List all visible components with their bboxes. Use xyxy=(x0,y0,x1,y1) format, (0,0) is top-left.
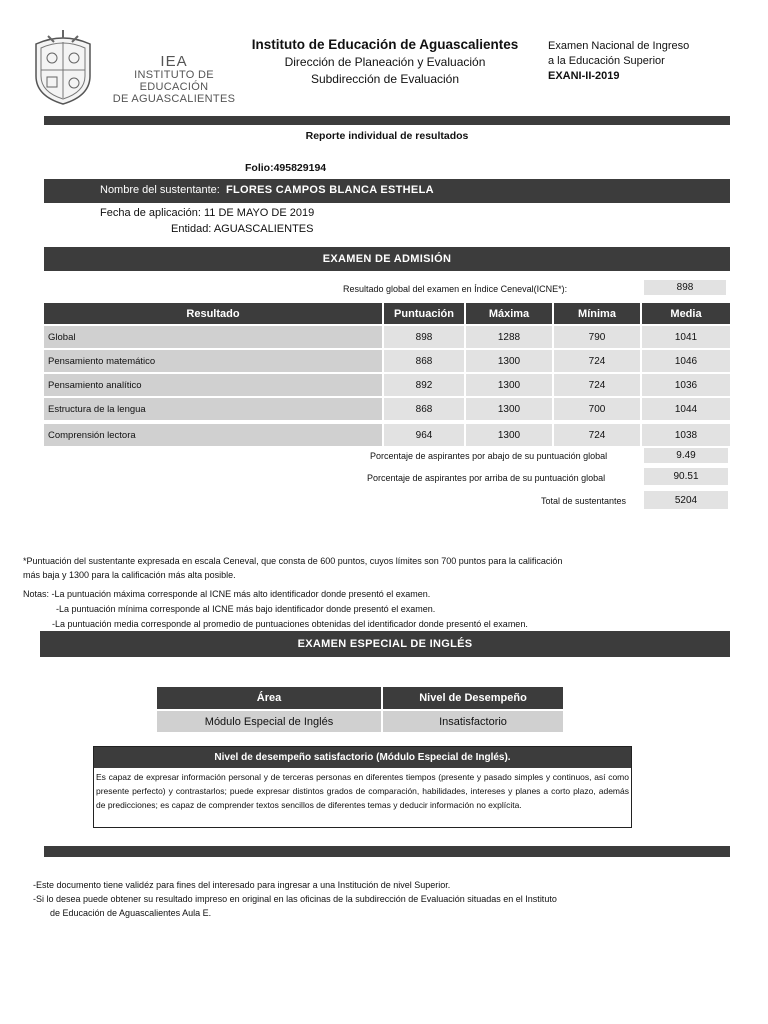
below-value: 9.49 xyxy=(644,448,728,463)
exam-code: EXANI-II-2019 xyxy=(548,70,620,82)
table-cell-score: 868 xyxy=(384,398,464,420)
global-label: Resultado global del examen en Índice Ceneval(ICNE*): xyxy=(343,284,568,294)
institution-name: Instituto de Educación de Aguascalientes xyxy=(251,37,519,52)
total-label: Total de sustentantes xyxy=(541,496,627,506)
total-value: 5204 xyxy=(644,491,728,509)
top-divider xyxy=(44,116,730,125)
table-cell-min: 724 xyxy=(554,424,640,446)
table-cell-score: 868 xyxy=(384,350,464,372)
col-resultado: Resultado xyxy=(44,303,382,324)
col-media: Media xyxy=(642,303,730,324)
table-cell-min: 700 xyxy=(554,398,640,420)
state-seal-icon xyxy=(28,30,98,106)
logo-short: IEA xyxy=(160,53,188,70)
above-label: Porcentaje de aspirantes por arriba de su puntuación global xyxy=(367,473,606,483)
note-1: Notas: -La puntuación máxima corresponde al ICNE más alto identificador donde presentó el examen. xyxy=(23,589,431,599)
note-3: -La puntuación media corresponde al promedio de puntuaciones obtenidas del identificador donde presentó el examen. xyxy=(52,619,528,629)
table-cell-min: 724 xyxy=(554,350,640,372)
col-area: Área xyxy=(157,687,381,709)
above-value: 90.51 xyxy=(644,468,728,485)
subdirection-name: Subdirección de Evaluación xyxy=(310,72,460,86)
direction-name: Dirección de Planeación y Evaluación xyxy=(284,55,486,69)
name-label: Nombre del sustentante: xyxy=(100,184,220,196)
table-cell-score: 892 xyxy=(384,374,464,396)
bottom-divider xyxy=(44,846,730,857)
logo-line1: INSTITUTO DE EDUCACIÓN xyxy=(134,69,214,93)
description-text: Es capaz de expresar información personal y de terceras personas en diferentes tiempos (presente y pasado simples y continuos, así como presente perfecto) y contrastarlos; puede expresar distintos grados de comparación, habilidades, intereses y planes a corto plazo, además de predicciones; es capaz de comprender textos sencillos de diferentes temas y deducir información no explícita. xyxy=(96,772,629,810)
table-cell-mean: 1036 xyxy=(642,374,730,396)
folio: Folio:495829194 xyxy=(245,162,327,174)
col-puntuacion: Puntuación xyxy=(384,303,464,324)
table-cell-max: 1300 xyxy=(466,424,552,446)
footer-line-3: de Educación de Aguascalientes Aula E. xyxy=(50,908,212,918)
col-level: Nivel de Desempeño xyxy=(383,687,563,709)
exam-line2: a la Educación Superior xyxy=(548,55,665,67)
entity-label: Entidad: xyxy=(171,223,212,235)
table-row-label: Pensamiento analítico xyxy=(44,374,382,396)
area-value: Módulo Especial de Inglés xyxy=(157,711,381,732)
table-row-label: Global xyxy=(44,326,382,348)
table-cell-min: 790 xyxy=(554,326,640,348)
below-label: Porcentaje de aspirantes por abajo de su puntuación global xyxy=(370,451,608,461)
description-title: Nivel de desempeño satisfactorio (Módulo Especial de Inglés). xyxy=(94,747,631,768)
table-row-label: Pensamiento matemático xyxy=(44,350,382,372)
english-title: EXAMEN ESPECIAL DE INGLÉS xyxy=(40,631,730,657)
global-value: 898 xyxy=(644,280,726,295)
table-row-label: Estructura de la lengua xyxy=(44,398,382,420)
entity-value: AGUASCALIENTES xyxy=(213,223,314,235)
table-cell-score: 964 xyxy=(384,424,464,446)
table-cell-max: 1288 xyxy=(466,326,552,348)
date-label: Fecha de aplicación: xyxy=(100,207,201,219)
logo-line2: DE AGUASCALIENTES xyxy=(112,93,236,105)
note-2: -La puntuación mínima corresponde al ICNE más bajo identificador donde presentó el examen. xyxy=(56,604,436,614)
table-cell-score: 898 xyxy=(384,326,464,348)
institution-block xyxy=(240,36,530,88)
admission-title: EXAMEN DE ADMISIÓN xyxy=(44,247,730,271)
iea-logo xyxy=(100,54,248,105)
table-cell-max: 1300 xyxy=(466,374,552,396)
entity-row xyxy=(171,223,313,235)
name-bar xyxy=(44,179,730,203)
table-cell-max: 1300 xyxy=(466,350,552,372)
name-value: FLORES CAMPOS BLANCA ESTHELA xyxy=(226,184,434,196)
table-cell-max: 1300 xyxy=(466,398,552,420)
table-cell-mean: 1038 xyxy=(642,424,730,446)
report-title: Reporte individual de resultados xyxy=(305,130,469,142)
footer-line-2: -Si lo desea puede obtener su resultado impreso en original en las oficinas de la subdirección de Evaluación situadas en el Instituto xyxy=(33,894,557,904)
footer-line-1: -Este documento tiene validéz para fines del interesado para ingresar a una Institución de nivel Superior. xyxy=(33,880,451,890)
exam-info xyxy=(548,39,689,84)
exam-line1: Examen Nacional de Ingreso xyxy=(548,40,690,52)
footnote-1: *Puntuación del sustentante expresada en escala Ceneval, que consta de 600 puntos, cuyos límites son 700 puntos para la calificación xyxy=(23,556,563,566)
footnote-2: más baja y 1300 para la calificación más alta posible. xyxy=(23,570,236,580)
col-minima: Mínima xyxy=(554,303,640,324)
table-cell-mean: 1044 xyxy=(642,398,730,420)
date-value: 11 DE MAYO DE 2019 xyxy=(203,207,315,219)
table-cell-min: 724 xyxy=(554,374,640,396)
table-row-label: Comprensión lectora xyxy=(44,424,382,446)
table-cell-mean: 1041 xyxy=(642,326,730,348)
col-maxima: Máxima xyxy=(466,303,552,324)
table-cell-mean: 1046 xyxy=(642,350,730,372)
description-box xyxy=(93,746,632,828)
level-value: Insatisfactorio xyxy=(383,711,563,732)
date-row xyxy=(100,207,314,219)
